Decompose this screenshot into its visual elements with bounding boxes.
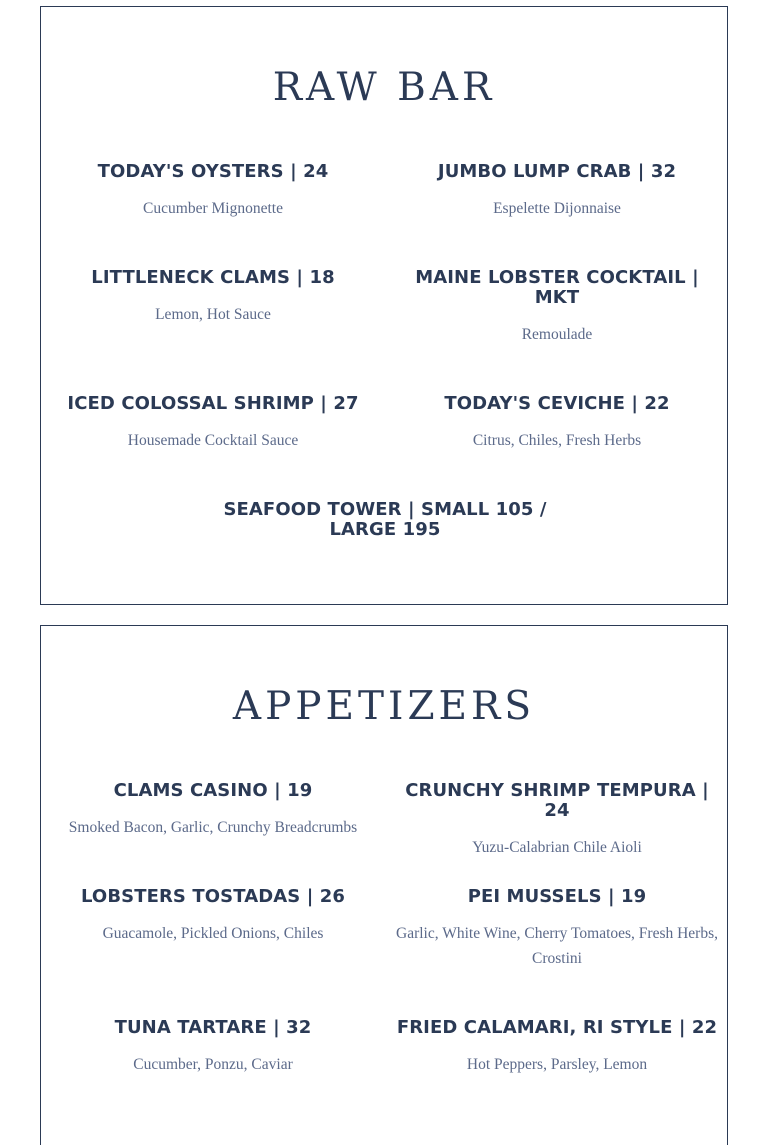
menu-item [393,1018,721,1077]
item-name: MAINE LOBSTER COCKTAIL | MKT [415,267,699,308]
menu-item [53,887,373,946]
menu-item [53,162,373,221]
item-name: TODAY'S OYSTERS | 24 [97,161,329,182]
item-description: Cucumber Mignonette [143,200,283,217]
item-description: Yuzu-Calabrian Chile Aioli [472,839,642,856]
item-name: ICED COLOSSAL SHRIMP | 27 [67,393,359,414]
item-description: Espelette Dijonnaise [493,200,621,217]
appetizers-section [40,625,728,1145]
menu-item [393,268,721,347]
item-description: Citrus, Chiles, Fresh Herbs [472,432,642,449]
item-description: Hot Peppers, Parsley, Lemon [466,1056,648,1073]
item-name: TODAY'S CEVICHE | 22 [444,393,670,414]
raw-bar-section [40,6,728,605]
item-description: Garlic, White Wine, Cherry Tomatoes, Fresh Herbs, Crostini [396,925,718,967]
item-description: Lemon, Hot Sauce [155,306,271,323]
menu-item [53,268,373,327]
menu-item [215,500,555,540]
item-name: CRUNCHY SHRIMP TEMPURA | 24 [405,780,709,821]
item-name: JUMBO LUMP CRAB | 32 [437,161,677,182]
section-title-appetizers: APPETIZERS [232,684,536,729]
item-description: Housemade Cocktail Sauce [127,432,299,449]
item-name: TUNA TARTARE | 32 [114,1017,312,1038]
item-name: FRIED CALAMARI, RI STYLE | 22 [396,1017,718,1038]
menu-item [393,394,721,453]
item-description: Guacamole, Pickled Onions, Chiles [102,925,324,942]
item-name: SEAFOOD TOWER | SMALL 105 / LARGE 195 [223,499,547,540]
item-name: PEI MUSSELS | 19 [467,886,647,907]
section-title-raw-bar: RAW BAR [272,65,496,110]
item-description: Cucumber, Ponzu, Caviar [133,1056,293,1073]
item-name: CLAMS CASINO | 19 [113,780,313,801]
menu-item [393,781,721,860]
menu-item [53,394,373,453]
menu-item [53,781,373,840]
menu-item [393,887,721,971]
menu-item [393,162,721,221]
item-description: Remoulade [521,326,593,343]
item-description: Smoked Bacon, Garlic, Crunchy Breadcrumbs [68,819,358,836]
item-name: LOBSTERS TOSTADAS | 26 [80,886,346,907]
menu-item [53,1018,373,1077]
item-name: LITTLENECK CLAMS | 18 [91,267,335,288]
